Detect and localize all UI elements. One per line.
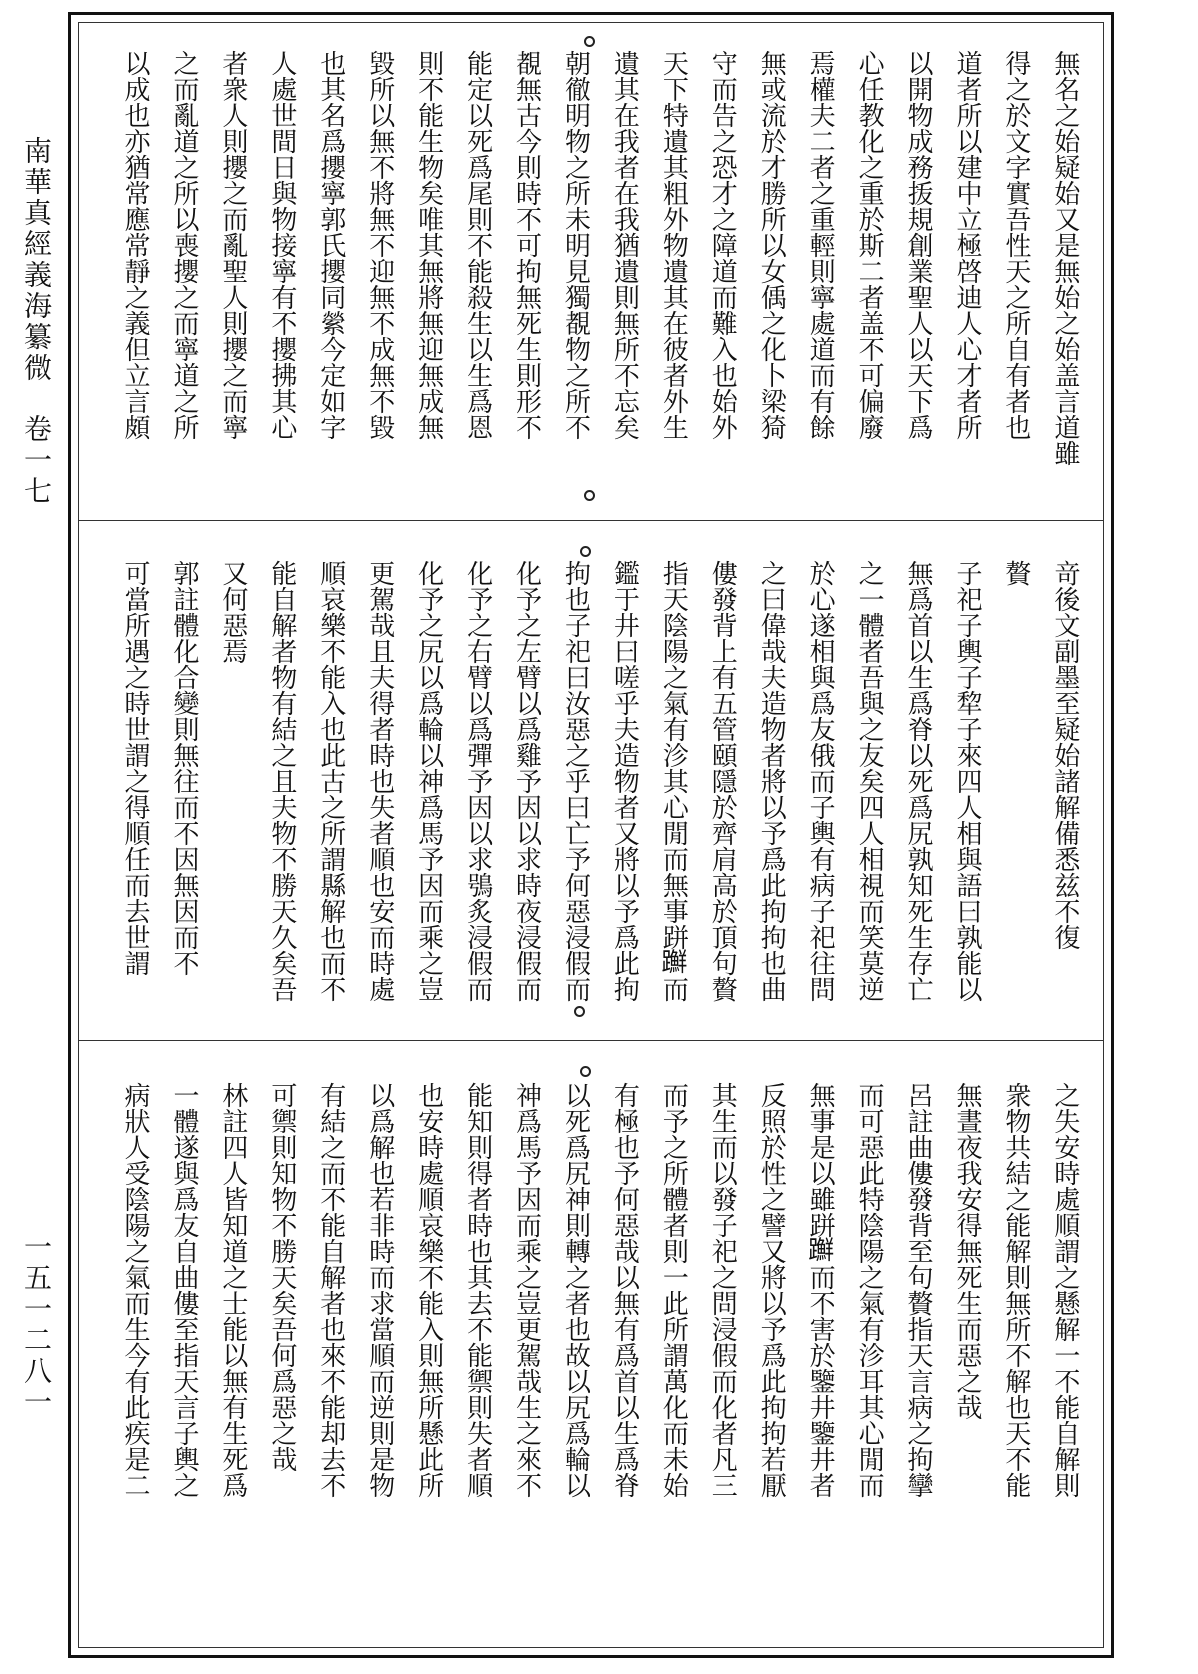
text-column: 之失安時處順謂之懸解一不能自解則	[1049, 1082, 1080, 1498]
text-column: 也安時處順哀樂不能入則無所懸此所	[413, 1082, 444, 1498]
text-column: 而可惡此特陰陽之氣有沴耳其心閒而	[854, 1082, 885, 1498]
text-column: 呂註曲僂發背至句贅指天言病之拘攣	[903, 1082, 933, 1498]
text-column: 子祀子輿子犂子來四人相與語曰孰能以	[951, 560, 982, 1002]
text-column: 指天陰陽之氣有沴其心閒而無事跰𨇤而	[658, 560, 689, 1002]
text-column: 於心遂相與爲友俄而子輿有病子祀往問	[805, 560, 836, 1002]
text-column: 贅	[1000, 560, 1031, 586]
text-column: 無名之始疑始又是無始之始盖言道雖	[1049, 50, 1080, 466]
text-column: 鑑于井曰嗟乎夫造物者又將以予爲此拘	[609, 560, 640, 1002]
text-column: 之而亂道之所以喪攖之而寧道之所	[168, 50, 199, 440]
text-column: 無爲首以生爲脊以死爲尻孰知死生存亡	[903, 560, 933, 1002]
text-panel-middle	[118, 560, 1080, 1034]
text-column: 拘也子祀曰汝惡之乎曰亡予何惡浸假而	[560, 560, 591, 1002]
text-column: 得之於文字實吾性天之所自有者也	[1000, 50, 1031, 440]
text-column: 林註四人皆知道之士能以無有生死爲	[217, 1082, 248, 1498]
text-column: 而予之所體者則一此所謂萬化而未始	[658, 1082, 689, 1498]
text-column: 順哀樂不能入也此古之所謂縣解也而不	[315, 560, 346, 1002]
text-panel-top	[118, 50, 1080, 514]
text-column: 病狀人受陰陽之氣而生今有此疾是二	[120, 1082, 150, 1498]
text-column: 僂發背上有五管頤隱於齊肩高於頂句贅	[707, 560, 738, 1002]
text-column: 也其名爲攖寧郭氏攖同縈今定如字	[315, 50, 346, 440]
text-column: 化予之右臂以爲彈予因以求鴞炙浸假而	[462, 560, 493, 1002]
text-column: 之一體者吾與之友矣四人相視而笑莫逆	[854, 560, 885, 1002]
text-column: 又何惡焉	[217, 560, 248, 664]
text-column: 神爲馬予因而乘之豈更駕哉生之來不	[511, 1082, 542, 1498]
text-column: 有極也予何惡哉以無有爲首以生爲脊	[609, 1082, 640, 1498]
text-column: 以成也亦猶常應常靜之義但立言頗	[120, 50, 150, 440]
text-column: 能知則得者時也其去不能禦則失者順	[462, 1082, 493, 1498]
section-circle-mark	[580, 546, 591, 557]
text-column: 竒後文副墨至疑始諸解備悉兹不復	[1049, 560, 1080, 950]
text-column: 無事是以雖跰𨇤而不害於鑒井鑒井者	[805, 1082, 836, 1498]
panel-divider	[78, 520, 1104, 521]
text-panel-bottom	[118, 1082, 1080, 1650]
text-column: 衆物共結之能解則無所不解也天不能	[1000, 1082, 1031, 1498]
text-column: 者衆人則攖之而亂聖人則攖之而寧	[217, 50, 248, 440]
page-number: 一五一二八一	[20, 1232, 53, 1418]
text-column: 則不能生物矣唯其無將無迎無成無	[413, 50, 444, 440]
text-column: 有結之而不能自解者也來不能却去不	[315, 1082, 346, 1498]
section-circle-mark	[584, 36, 595, 47]
text-column: 守而告之恐才之障道而難入也始外	[707, 50, 738, 440]
book-title: 南華真經義海纂微	[20, 136, 53, 384]
text-column: 化予之尻以爲輪以神爲馬予因而乘之豈	[413, 560, 444, 1002]
text-column: 心任教化之重於斯二者盖不可偏廢	[854, 50, 885, 440]
text-column: 能定以死爲尾則不能殺生以生爲恩	[462, 50, 493, 440]
text-column: 以爲解也若非時而求當順而逆則是物	[364, 1082, 395, 1498]
text-column: 毀所以無不將無不迎無不成無不毀	[364, 50, 395, 440]
text-column: 以開物成務㧞規創業聖人以天下爲	[903, 50, 933, 440]
text-column: 郭註體化合變則無往而不因無因而不	[168, 560, 199, 976]
text-column: 焉權夫二者之重輕則寧處道而有餘	[805, 50, 836, 440]
text-column: 人處世間日與物接寧有不攖拂其心	[266, 50, 297, 440]
text-column: 遺其在我者在我猶遺則無所不忘矣	[609, 50, 640, 440]
text-column: 一體遂與爲友自曲僂至指天言子輿之	[168, 1082, 199, 1498]
text-column: 反照於性之譬又將以予爲此拘拘若厭	[756, 1082, 787, 1498]
volume-label: 卷一七	[20, 414, 53, 507]
text-column: 化予之左臂以爲雞予因以求時夜浸假而	[511, 560, 542, 1002]
panel-divider	[78, 1040, 1104, 1041]
text-column: 天下特遺其粗外物遺其在彼者外生	[658, 50, 689, 440]
text-column: 以死爲尻神則轉之者也故以尻爲輪以	[560, 1082, 591, 1498]
text-column: 可當所遇之時世謂之得順任而去世謂	[120, 560, 150, 976]
text-column: 之曰偉哉夫造物者將以予爲此拘拘也曲	[756, 560, 787, 1002]
text-column: 無或流於才勝所以女偊之化卜梁猗	[756, 50, 787, 440]
text-column: 可禦則知物不勝天矣吾何爲惡之哉	[266, 1082, 297, 1472]
text-column: 其生而以發子祀之問浸假而化者凡三	[707, 1082, 738, 1498]
section-circle-mark	[580, 1066, 591, 1077]
text-column: 覩無古今則時不可拘無死生則形不	[511, 50, 542, 440]
text-column: 朝徹明物之所未明見獨覩物之所不	[560, 50, 591, 440]
text-column: 無晝夜我安得無死生而惡之哉	[951, 1082, 982, 1420]
text-column: 道者所以建中立極啓迪人心才者所	[951, 50, 982, 440]
text-column: 能自解者物有結之且夫物不勝天久矣吾	[266, 560, 297, 1002]
text-column: 更駕哉且夫得者時也失者順也安而時處	[364, 560, 395, 1002]
